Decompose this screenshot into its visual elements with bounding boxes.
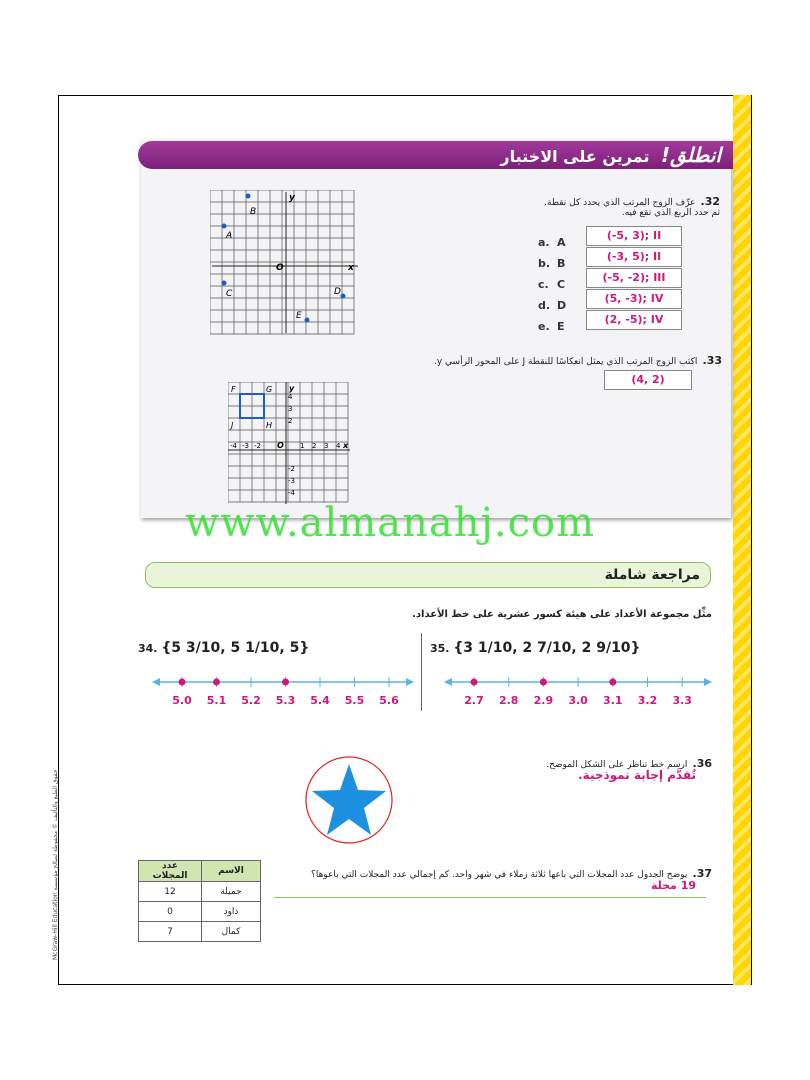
y-tick-label: -3 bbox=[288, 477, 295, 485]
x-tick-label: -4 bbox=[230, 442, 237, 450]
q36-number: 36. bbox=[692, 757, 712, 770]
point-B bbox=[246, 194, 251, 199]
star-figure bbox=[304, 755, 394, 845]
tick-label: 2.9 bbox=[533, 694, 554, 707]
yellow-stripe bbox=[733, 95, 751, 985]
q32-line2: ثم حدد الربع الذي تقع فيه. bbox=[621, 208, 720, 218]
table-cell-count: 7 bbox=[139, 922, 202, 942]
header-title-big: انطلق! bbox=[661, 143, 721, 167]
tick-label: 5.1 bbox=[206, 694, 227, 707]
practice-header bbox=[138, 141, 733, 169]
q33-label-x: x bbox=[343, 441, 349, 450]
point-D bbox=[341, 294, 346, 299]
tick-label: 2.7 bbox=[464, 694, 484, 707]
q34-number-line bbox=[152, 672, 414, 712]
q32-number: 32. bbox=[700, 195, 720, 208]
y-tick-label: 2 bbox=[288, 417, 293, 425]
point-E bbox=[305, 318, 310, 323]
magazines-table bbox=[138, 860, 261, 942]
q33-number: 33. bbox=[702, 354, 722, 367]
label-B: B bbox=[250, 207, 257, 217]
copyright-side-text: McGraw-Hill Education حقوق الطبع والتأليف © محفوظة لصالح مؤسسة bbox=[52, 769, 59, 960]
q32-a-answer: (-5, 3); II bbox=[586, 226, 682, 246]
q32-c-point: C bbox=[557, 278, 566, 291]
q32-e-answer: (2, -5); IV bbox=[586, 310, 682, 330]
point-C bbox=[222, 281, 227, 286]
tick-label: 3.1 bbox=[603, 694, 623, 707]
q35-header bbox=[430, 640, 641, 656]
label-C: C bbox=[226, 289, 233, 299]
y-tick-label: 4 bbox=[288, 393, 293, 401]
q32-c-letter: c. bbox=[538, 278, 549, 291]
y-tick-label: -2 bbox=[288, 465, 295, 473]
q32-a-point: A bbox=[557, 236, 566, 249]
plotted-point bbox=[213, 679, 220, 686]
x-tick-label: 1 bbox=[300, 442, 305, 450]
answer-rule bbox=[274, 897, 706, 898]
x-tick-label: 3 bbox=[324, 442, 329, 450]
table-row bbox=[139, 882, 261, 902]
label-E: E bbox=[296, 311, 302, 321]
y-tick-label: -4 bbox=[288, 489, 295, 497]
col-header-count: عدد المجلات bbox=[139, 861, 202, 882]
q33-answer: (4, 2) bbox=[604, 370, 692, 390]
point-A bbox=[222, 224, 227, 229]
plotted-point bbox=[179, 679, 186, 686]
q32-e-point: E bbox=[557, 320, 565, 333]
table-cell-count: 0 bbox=[139, 902, 202, 922]
x-tick-label: 2 bbox=[312, 442, 317, 450]
q32-b-answer: (-3, 5); II bbox=[586, 247, 682, 267]
q32-c-answer: (-5, -2); III bbox=[586, 268, 682, 288]
q35-number-line bbox=[444, 672, 712, 712]
q34-header bbox=[138, 640, 309, 656]
q34-number: 34. bbox=[138, 642, 158, 655]
plotted-point bbox=[540, 679, 547, 686]
q34-set: {5 3/10, 5 1/10, 5} bbox=[161, 640, 310, 656]
q33-label-origin: O bbox=[277, 441, 284, 450]
q33-question: اكتب الزوج المرتب الذي يمثل انعكاسًا للنقطة J على المحور الرأسي y. bbox=[433, 357, 698, 367]
q33-text bbox=[330, 349, 722, 368]
label-origin: O bbox=[276, 263, 284, 273]
tick-label: 5.4 bbox=[310, 694, 330, 707]
watermark: www.almanahj.com bbox=[185, 500, 596, 546]
label-G: G bbox=[266, 385, 273, 394]
q32-line1: عرِّف الزوج المرتب الذي يحدد كل نقطة. bbox=[544, 198, 696, 208]
table-cell-name: داود bbox=[202, 902, 261, 922]
q37-number: 37. bbox=[692, 867, 712, 880]
q33-label-y: y bbox=[289, 384, 295, 393]
plotted-point bbox=[471, 679, 478, 686]
q32-e-letter: e. bbox=[538, 320, 550, 333]
tick-label: 2.8 bbox=[498, 694, 519, 707]
col-header-name: الاسم bbox=[202, 861, 261, 882]
q32-b-letter: b. bbox=[538, 257, 551, 270]
q32-coordinate-grid bbox=[210, 190, 360, 335]
q36-question: ارسم خط تناظر على الشكل الموضح. bbox=[546, 760, 688, 770]
q35-number: 35. bbox=[430, 642, 450, 655]
table-row bbox=[139, 902, 261, 922]
tick-label: 5.0 bbox=[172, 694, 192, 707]
tick-label: 5.5 bbox=[344, 694, 365, 707]
x-tick-label: -3 bbox=[242, 442, 249, 450]
table-row bbox=[139, 922, 261, 942]
q32-d-letter: d. bbox=[538, 299, 551, 312]
q36-answer: تُقدَّم إجابة نموذجية. bbox=[578, 768, 696, 782]
q32-a-letter: a. bbox=[538, 236, 550, 249]
label-F: F bbox=[231, 385, 236, 394]
plotted-point bbox=[609, 679, 616, 686]
label-D: D bbox=[334, 287, 341, 297]
q32-d-point: D bbox=[557, 299, 567, 312]
table-cell-name: جميلة bbox=[202, 882, 261, 902]
q32-d-answer: (5, -3); IV bbox=[586, 289, 682, 309]
header-title-rest: تمرين على الاختبار bbox=[500, 147, 650, 166]
q37-question: يوضح الجدول عدد المجلات التي باعها ثلاثة زملاء في شهر واحد. كم إجمالي عدد المجلات التي باعوها؟ bbox=[311, 870, 688, 880]
tick-label: 3.3 bbox=[672, 694, 692, 707]
q32-b-point: B bbox=[557, 257, 566, 270]
table-cell-name: كمال bbox=[202, 922, 261, 942]
review-header: مراجعة شاملة bbox=[145, 562, 711, 588]
tick-label: 5.2 bbox=[241, 694, 261, 707]
label-x: x bbox=[348, 263, 354, 273]
tick-label: 5.3 bbox=[275, 694, 296, 707]
x-tick-label: -2 bbox=[254, 442, 261, 450]
x-tick-label: 4 bbox=[336, 442, 341, 450]
label-A: A bbox=[226, 231, 233, 241]
label-y: y bbox=[289, 193, 295, 203]
plotted-point bbox=[282, 679, 289, 686]
tick-label: 3.2 bbox=[637, 694, 658, 707]
q32-text bbox=[430, 190, 720, 209]
review-instruction: مثِّل مجموعة الأعداد على هيئة كسور عشرية على خط الأعداد. bbox=[412, 609, 712, 620]
tick-label: 5.6 bbox=[379, 694, 399, 707]
tick-label: 3.0 bbox=[568, 694, 588, 707]
y-tick-label: 3 bbox=[288, 405, 293, 413]
table-header-row bbox=[139, 861, 261, 882]
q37-answer: 19 مجلة bbox=[650, 879, 696, 892]
divider bbox=[421, 633, 430, 711]
q33-coordinate-grid bbox=[228, 382, 352, 504]
table-cell-count: 12 bbox=[139, 882, 202, 902]
q35-set: {3 1/10, 2 7/10, 2 9/10} bbox=[453, 640, 641, 656]
label-J: J bbox=[231, 421, 234, 430]
label-H: H bbox=[266, 421, 273, 430]
